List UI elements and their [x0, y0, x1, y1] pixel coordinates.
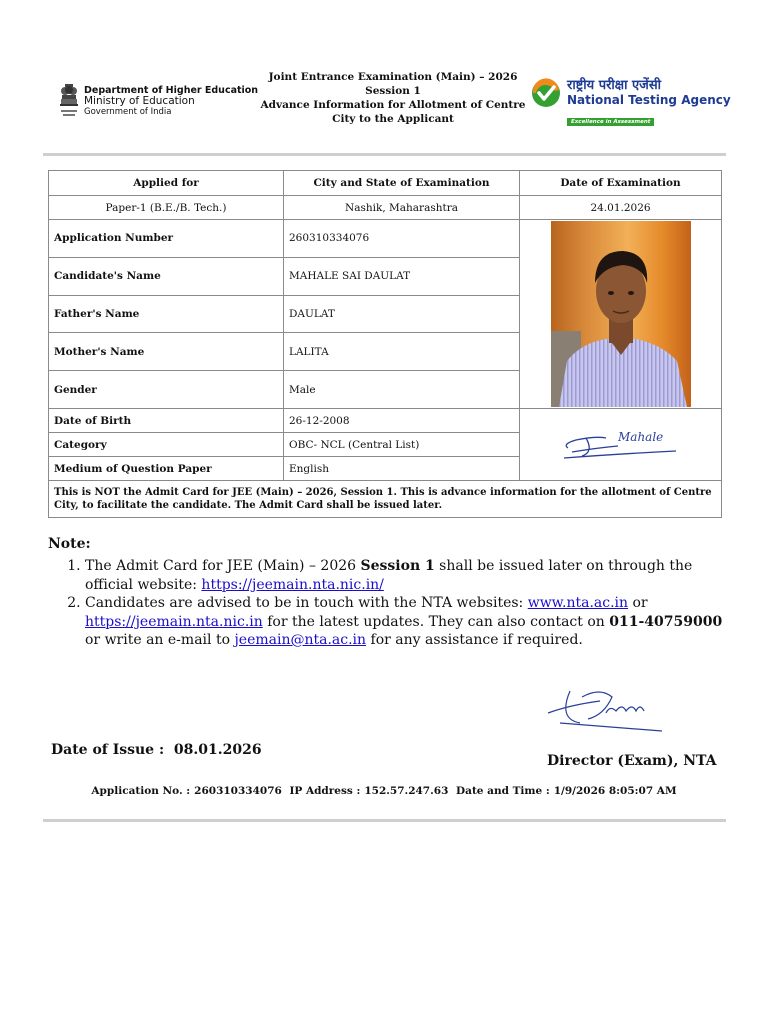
field-label: Medium of Question Paper	[49, 457, 284, 481]
notes-list	[48, 557, 725, 650]
table-row	[49, 220, 722, 258]
email-link[interactable]: jeemain@nta.ac.in	[234, 632, 367, 648]
jeemain-link-2[interactable]: https://jeemain.nta.nic.in	[85, 613, 263, 630]
candidate-info-table	[48, 170, 722, 518]
list-item	[85, 594, 725, 650]
field-label: Gender	[49, 371, 284, 409]
jeemain-link[interactable]: https://jeemain.nta.nic.in/	[201, 576, 384, 593]
header-exam-date: Date of Examination	[520, 171, 722, 196]
field-label: Category	[49, 433, 284, 457]
field-label: Date of Birth	[49, 409, 284, 433]
gender-value: Male	[284, 371, 520, 409]
photo-cell	[520, 220, 722, 409]
note-text: for any assistance if required.	[366, 632, 583, 648]
applied-for-value: Paper-1 (B.E./B. Tech.)	[49, 196, 284, 220]
header-divider	[43, 153, 726, 156]
table-header-row	[49, 171, 722, 196]
table-row	[49, 409, 722, 433]
phone-number: 011-40759000	[609, 613, 723, 630]
title-line: Session 1	[365, 85, 421, 97]
footer-app-no: 260310334076	[194, 785, 282, 797]
director-signature	[540, 683, 675, 738]
nta-website-link[interactable]: www.nta.ac.in	[527, 595, 629, 611]
nta-check-icon	[531, 78, 561, 108]
mother-name-value: LALITA	[284, 333, 520, 371]
note-text: for the latest updates. They can also contact on	[262, 613, 610, 630]
date-of-issue	[51, 742, 262, 758]
field-label: Father's Name	[49, 295, 284, 333]
issue-date: 08.01.2026	[173, 742, 262, 758]
list-item	[85, 557, 725, 594]
candidate-photo	[551, 221, 691, 407]
footer-info	[0, 785, 768, 797]
nta-hindi-name: राष्ट्रीय परीक्षा एजेंसी	[567, 78, 661, 93]
director-title: Director (Exam), NTA	[547, 753, 717, 769]
nta-logo	[531, 78, 731, 127]
footer-ip: 152.57.247.63	[364, 785, 449, 797]
application-number-value: 260310334076	[284, 220, 520, 258]
nta-tagline: Excellence in Assessment	[567, 118, 654, 126]
field-label: Candidate's Name	[49, 257, 284, 295]
national-emblem-icon	[58, 82, 80, 120]
footer-ip-label: IP Address :	[289, 785, 361, 797]
note-text: Candidates are advised to be in touch with the NTA websites:	[85, 595, 528, 611]
signature-cell	[520, 409, 722, 481]
signature-text: Mahale	[617, 430, 663, 444]
nta-english-name: National Testing Agency	[567, 93, 731, 107]
department-name: Department of Higher Education	[84, 84, 259, 96]
table-row	[49, 481, 722, 518]
footer-dt: 1/9/2026 8:05:07 AM	[553, 785, 677, 797]
note-text: The Admit Card for JEE (Main) – 2026	[85, 558, 361, 574]
footer-dt-label: Date and Time :	[456, 785, 550, 797]
footer-app-label: Application No. :	[91, 785, 191, 797]
exam-date-value: 24.01.2026	[520, 196, 722, 220]
table-row	[49, 196, 722, 220]
note-text: or write an e-mail to	[85, 632, 235, 648]
page-header	[0, 60, 768, 140]
dob-value: 26-12-2008	[284, 409, 520, 433]
category-value: OBC- NCL (Central List)	[284, 433, 520, 457]
admit-card-notice: This is NOT the Admit Card for JEE (Main) – 2026, Session 1. This is advance information for the allotment of Centre City, to facilitate the candidate. The Admit Card shall be issued later.	[49, 481, 722, 518]
field-label: Mother's Name	[49, 333, 284, 371]
document-title	[258, 70, 528, 126]
title-line: Advance Information for Allotment of Centre	[260, 99, 526, 111]
title-line: Joint Entrance Examination (Main) – 2026	[268, 71, 518, 83]
note-heading: Note:	[48, 536, 91, 552]
candidate-signature	[556, 418, 686, 468]
session-bold: Session 1	[360, 558, 435, 574]
father-name-value: DAULAT	[284, 295, 520, 333]
title-line: City to the Applicant	[332, 113, 454, 125]
issue-label: Date of Issue :	[51, 742, 165, 758]
candidate-name-value: MAHALE SAI DAULAT	[284, 257, 520, 295]
government-name: Government of India	[84, 106, 172, 117]
header-applied-for: Applied for	[49, 171, 284, 196]
field-label: Application Number	[49, 220, 284, 258]
note-text: or	[628, 595, 648, 611]
city-state-value: Nashik, Maharashtra	[284, 196, 520, 220]
note-text: shall be issued later on through the official website:	[85, 558, 693, 593]
footer-divider	[43, 819, 726, 822]
ministry-logo	[58, 82, 258, 120]
medium-value: English	[284, 457, 520, 481]
ministry-name: Ministry of Education	[84, 94, 195, 107]
header-city-state: City and State of Examination	[284, 171, 520, 196]
